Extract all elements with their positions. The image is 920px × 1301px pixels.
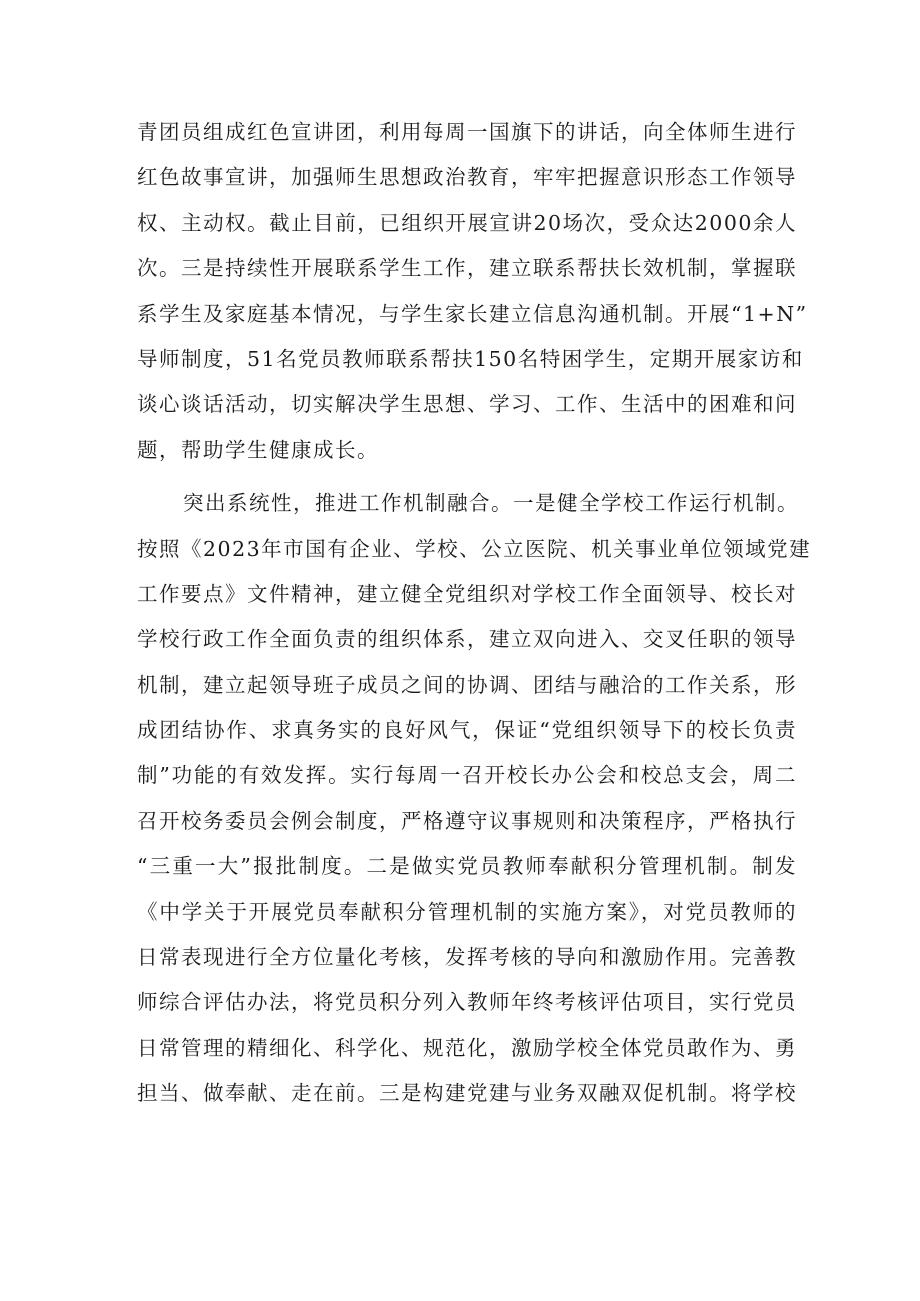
text-line: 次。三是持续性开展联系学生工作，建立联系帮扶长效机制，掌握联 bbox=[137, 256, 797, 281]
text-line: 师综合评估办法，将党员积分列入教师年终考核评估项目，实行党员 bbox=[137, 990, 797, 1015]
text-line: 制”功能的有效发挥。实行每周一召开校长办公会和校总支会，周二 bbox=[137, 763, 797, 788]
text-line: 系学生及家庭基本情况，与学生家长建立信息沟通机制。开展“1+N” bbox=[137, 301, 808, 326]
text-line: 担当、做奉献、走在前。三是构建党建与业务双融双促机制。将学校 bbox=[137, 1081, 797, 1106]
paragraph-2 bbox=[137, 481, 812, 1116]
text-line: 工作要点》文件精神，建立健全党组织对学校工作全面领导、校长对 bbox=[137, 581, 797, 606]
text-line: 红色故事宣讲，加强师生思想政治教育，牢牢把握意识形态工作领导 bbox=[137, 165, 797, 190]
text-line: 《中学关于开展党员奉献积分管理机制的实施方案》，对党员教师的 bbox=[137, 899, 797, 924]
text-line: 日常表现进行全方位量化考核，发挥考核的导向和激励作用。完善教 bbox=[137, 945, 797, 970]
text-line: “三重一大”报批制度。二是做实党员教师奉献积分管理机制。制发 bbox=[137, 854, 797, 879]
text-line: 成团结协作、求真务实的良好风气，保证“党组织领导下的校长负责 bbox=[137, 718, 797, 743]
text-line: 权、主动权。截止目前，已组织开展宣讲20场次，受众达2000余人 bbox=[137, 210, 797, 235]
text-line: 青团员组成红色宣讲团，利用每周一国旗下的讲话，向全体师生进行 bbox=[137, 120, 797, 144]
text-line: 导师制度，51名党员教师联系帮扶150名特困学生，定期开展家访和 bbox=[137, 346, 804, 371]
document-body bbox=[137, 110, 812, 1117]
paragraph-spacer bbox=[137, 473, 797, 481]
text-line: 突出系统性，推进工作机制融合。一是健全学校工作运行机制。 bbox=[183, 491, 799, 516]
text-line: 机制，建立起领导班子成员之间的协调、团结与融洽的工作关系，形 bbox=[137, 672, 797, 697]
text-line: 谈心谈话活动，切实解决学生思想、学习、工作、生活中的困难和问 bbox=[137, 392, 797, 417]
text-line: 召开校务委员会例会制度，严格遵守议事规则和决策程序，严格执行 bbox=[137, 808, 797, 833]
text-line: 题，帮助学生健康成长。 bbox=[137, 437, 379, 462]
text-line: 按照《2023年市国有企业、学校、公立医院、机关事业单位领域党建 bbox=[137, 536, 812, 561]
paragraph-1 bbox=[137, 110, 808, 473]
text-line: 学校行政工作全面负责的组织体系，建立双向进入、交叉任职的领导 bbox=[137, 627, 797, 652]
text-line: 日常管理的精细化、科学化、规范化，激励学校全体党员敢作为、勇 bbox=[137, 1035, 797, 1060]
